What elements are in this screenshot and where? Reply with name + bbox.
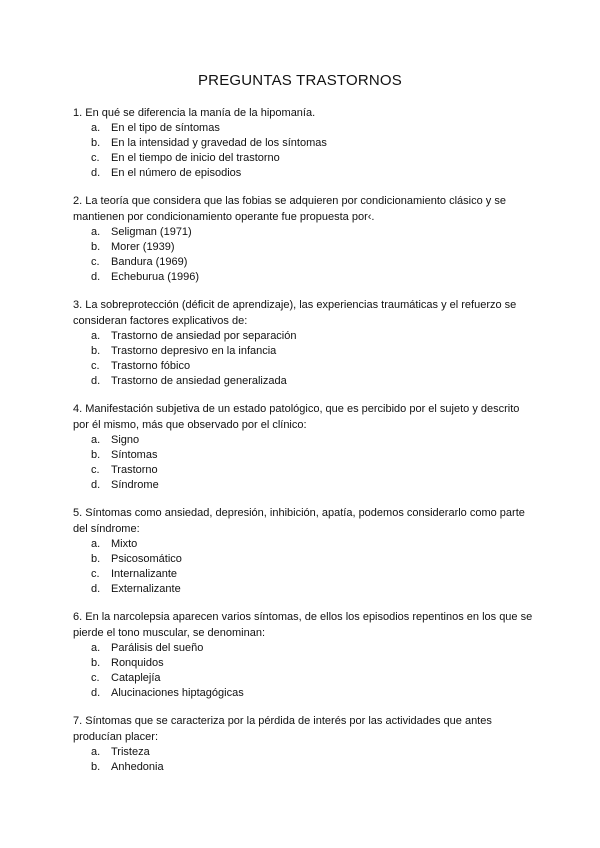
option-b (91, 448, 533, 463)
option-text: Externalizante (111, 583, 181, 595)
option-d (91, 166, 533, 181)
option-list (73, 329, 533, 389)
option-list (73, 537, 533, 597)
option-text: Parálisis del sueño (111, 642, 204, 654)
option-c (91, 359, 533, 374)
option-d (91, 582, 533, 597)
option-text: Psicosomático (111, 553, 182, 565)
option-a (91, 745, 533, 760)
question-4 (73, 401, 533, 493)
option-b (91, 656, 533, 671)
option-text: En el tipo de síntomas (111, 122, 220, 134)
option-text: Trastorno depresivo en la infancia (111, 345, 277, 357)
option-letter: c. (91, 360, 100, 372)
option-text: Seligman (1971) (111, 226, 192, 238)
option-text: Mixto (111, 538, 138, 550)
document-title: PREGUNTAS TRASTORNOS (197, 72, 403, 89)
option-text: Signo (111, 434, 140, 446)
question-text: 5. Síntomas como ansiedad, depresión, inhibición, apatía, podemos considerarlo como parte del síndrome: (73, 507, 525, 535)
question-5 (73, 505, 533, 597)
option-letter: c. (91, 256, 100, 268)
option-letter: a. (91, 746, 101, 758)
option-letter: a. (91, 226, 101, 238)
option-letter: d. (91, 271, 101, 283)
option-b (91, 344, 533, 359)
option-b (91, 760, 533, 775)
option-letter: a. (91, 434, 101, 446)
option-text: Echeburua (1996) (111, 271, 200, 283)
option-letter: a. (91, 122, 101, 134)
option-c (91, 463, 533, 478)
option-letter: b. (91, 761, 101, 773)
option-b (91, 240, 533, 255)
option-text: Síndrome (111, 479, 159, 491)
option-d (91, 270, 533, 285)
option-text: Alucinaciones hiptagógicas (111, 687, 244, 699)
question-text: 3. La sobreprotección (déficit de aprendizaje), las experiencias traumáticas y el refuerzo se consideran factores explicativos de: (73, 299, 517, 327)
option-list (73, 433, 533, 493)
option-c (91, 567, 533, 582)
option-text: Bandura (1969) (111, 256, 188, 268)
option-text: Trastorno de ansiedad por separación (111, 330, 297, 342)
option-d (91, 478, 533, 493)
option-letter: c. (91, 672, 100, 684)
option-letter: b. (91, 449, 101, 461)
option-letter: b. (91, 657, 101, 669)
option-letter: a. (91, 330, 101, 342)
question-text: 6. En la narcolepsia aparecen varios síntomas, de ellos los episodios repentinos en los que se pierde el tono muscular, se denominan: (73, 611, 533, 639)
question-text: 2. La teoría que considera que las fobias se adquieren por condicionamiento clásico y se mantienen por condicionamiento operante fue propuesta por‹. (73, 195, 506, 223)
question-text: 7. Síntomas que se caracteriza por la pérdida de interés por las actividades que antes producían placer: (73, 715, 492, 743)
option-text: En el tiempo de inicio del trastorno (111, 152, 280, 164)
option-text: Ronquidos (111, 657, 164, 669)
option-list (73, 745, 533, 775)
question-7 (73, 713, 533, 775)
question-text: 4. Manifestación subjetiva de un estado patológico, que es percibido por el sujeto y descrito por él mismo, más que observado por el clínico: (73, 403, 520, 431)
option-letter: b. (91, 241, 101, 253)
option-a (91, 433, 533, 448)
option-text: Trastorno de ansiedad generalizada (111, 375, 287, 387)
option-letter: d. (91, 167, 101, 179)
option-text: En la intensidad y gravedad de los síntomas (111, 137, 327, 149)
option-c (91, 255, 533, 270)
question-2 (73, 193, 533, 285)
option-letter: b. (91, 553, 101, 565)
option-d (91, 374, 533, 389)
option-letter: c. (91, 152, 100, 164)
option-list (73, 121, 533, 181)
question-1 (73, 105, 533, 181)
option-letter: a. (91, 642, 101, 654)
option-list (73, 225, 533, 285)
option-letter: c. (91, 568, 100, 580)
option-letter: d. (91, 479, 101, 491)
option-text: Anhedonia (111, 761, 164, 773)
option-c (91, 151, 533, 166)
option-a (91, 537, 533, 552)
option-text: Internalizante (111, 568, 178, 580)
option-a (91, 329, 533, 344)
question-text: 1. En qué se diferencia la manía de la hipomanía. (73, 107, 316, 119)
question-3 (73, 297, 533, 389)
option-a (91, 225, 533, 240)
option-letter: b. (91, 345, 101, 357)
option-a (91, 641, 533, 656)
option-text: Morer (1939) (111, 241, 175, 253)
option-letter: c. (91, 464, 100, 476)
option-text: En el número de episodios (111, 167, 242, 179)
option-letter: d. (91, 583, 101, 595)
question-6 (73, 609, 533, 701)
option-d (91, 686, 533, 701)
option-letter: a. (91, 538, 101, 550)
option-b (91, 136, 533, 151)
option-b (91, 552, 533, 567)
option-text: Tristeza (111, 746, 150, 758)
option-c (91, 671, 533, 686)
option-letter: d. (91, 375, 101, 387)
option-letter: b. (91, 137, 101, 149)
option-list (73, 641, 533, 701)
option-text: Trastorno (111, 464, 158, 476)
option-text: Cataplejía (111, 672, 161, 684)
option-a (91, 121, 533, 136)
option-text: Trastorno fóbico (111, 360, 191, 372)
option-text: Síntomas (111, 449, 158, 461)
option-letter: d. (91, 687, 101, 699)
question-list (73, 105, 533, 787)
